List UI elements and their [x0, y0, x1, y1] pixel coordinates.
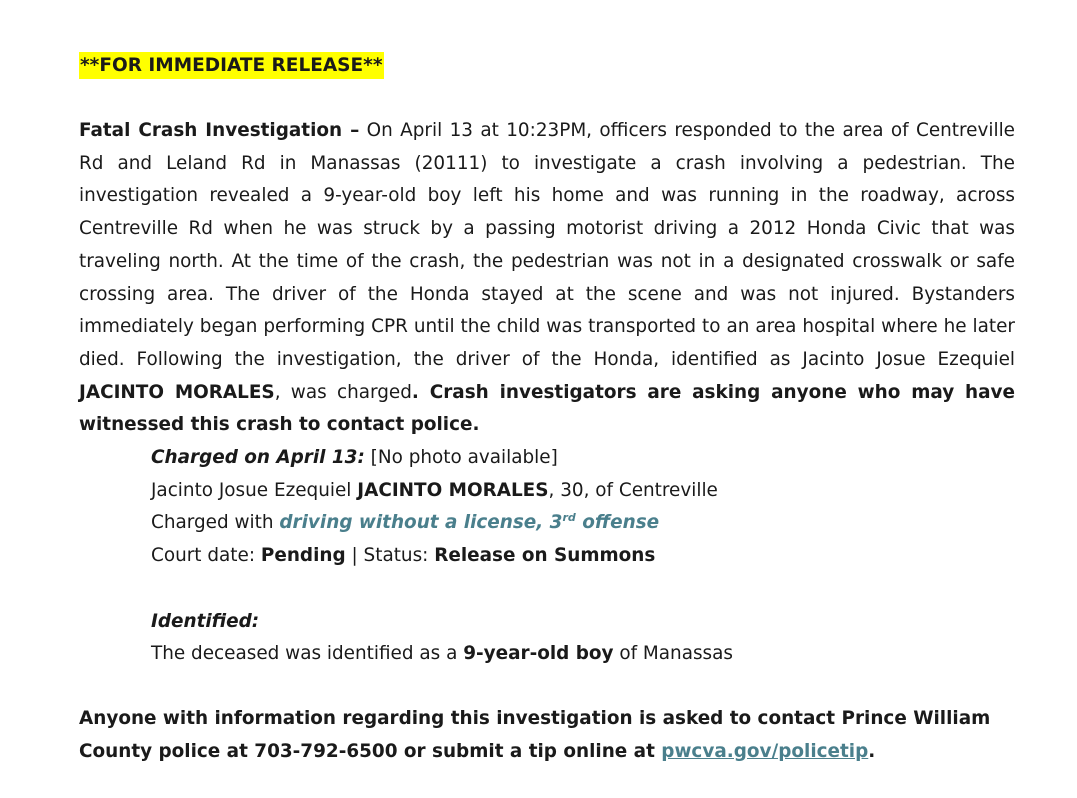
- driver-surname: JACINTO MORALES: [79, 381, 275, 403]
- appeal-text: . Crash investigators are asking anyone who may have witnessed this crash to contact police.: [79, 381, 1015, 436]
- charge-sup: rd: [562, 511, 576, 525]
- contact-text: Anyone with information regarding this investigation is asked to contact Prince William County police at 703-792-6500 or submit a tip online at: [79, 707, 991, 762]
- identified-bold: 9-year-old boy: [463, 643, 614, 665]
- contact-end: .: [868, 740, 876, 762]
- court-label: Court date:: [151, 545, 261, 567]
- name-bold: JACINTO MORALES: [357, 479, 549, 501]
- contact-paragraph: [79, 703, 1015, 768]
- photo-note: [No photo available]: [364, 447, 558, 469]
- lead-body: On April 13 at 10:23PM, officers responded to the area of Centreville Rd and Leland Rd in Manassas (20111) to investigate a crash involving a pedestrian. The investigation revealed a 9-year-old boy left his home and was running in the roadway, across Centreville Rd when he was struck by a passing motorist driving a 2012 Honda Civic that was traveling north. At the time of the crash, the pedestrian was not in a designated crosswalk or safe crossing area. The driver of the Honda stayed at the scene and was not injured. Bystanders immediately began performing CPR until the child was transported to an area hospital where he later died. Following the investigation, the driver of the Honda, identified as Jacinto Josue Ezequiel: [79, 120, 1015, 370]
- status-label: | Status:: [345, 545, 435, 567]
- charge-offense: [279, 512, 659, 533]
- court-value: Pending: [260, 545, 346, 567]
- lead-paragraph: [79, 115, 1015, 442]
- charge-main: driving without a license, 3: [279, 512, 563, 534]
- press-release: [79, 52, 1015, 768]
- charge-end: offense: [575, 512, 660, 534]
- identified-prefix: The deceased was identified as a: [151, 643, 464, 665]
- lead-heading: Fatal Crash Investigation –: [79, 120, 360, 141]
- charged-text: , was charged: [274, 381, 412, 403]
- charge-prefix: Charged with: [151, 512, 280, 534]
- name-suffix: , 30, of Centreville: [548, 479, 718, 501]
- release-label: **FOR IMMEDIATE RELEASE**: [79, 52, 384, 79]
- status-value: Release on Summons: [434, 545, 656, 567]
- identified-suffix: of Manassas: [613, 643, 733, 665]
- charged-heading: Charged on April 13:: [151, 447, 365, 469]
- identified-heading: Identified:: [151, 610, 260, 632]
- tip-link[interactable]: pwcva.gov/policetip: [661, 740, 869, 762]
- name-prefix: Jacinto Josue Ezequiel: [151, 479, 358, 501]
- charged-section: [151, 442, 1015, 671]
